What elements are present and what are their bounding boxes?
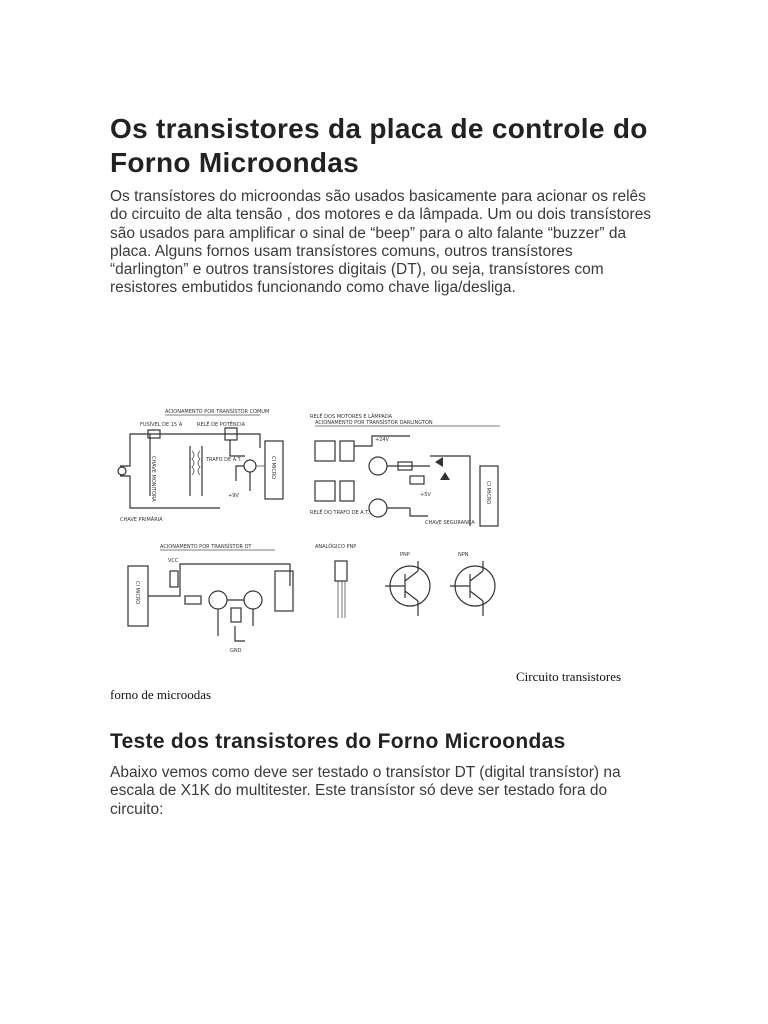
trafo-label: TRAFO DE A.T. [206, 457, 242, 463]
panel2-title: ACIONAMENTO POR TRANSÍSTOR DARLINGTON [315, 420, 433, 426]
chave-seguranca-label: CHAVE SEGURANÇA [425, 520, 475, 526]
article-header [110, 112, 655, 298]
rele-motor-label: RELÊ DOS MOTORES E LÂMPADA [310, 414, 393, 420]
ic-label-3: CI MICRO [134, 581, 140, 605]
vcc-label-3: +5V [420, 492, 431, 498]
pnp-label: PNP [400, 552, 410, 558]
vcc-label-2: +24V [375, 437, 389, 443]
circuit-figure [110, 396, 510, 656]
rele-potencia-label: RELÊ DE POTÊNCIA [197, 422, 246, 428]
rele-trafo-label: RELÊ DO TRAFO DE A.T. [310, 510, 370, 516]
section-title: Teste dos transistores do Forno Microondas [110, 730, 566, 753]
panel-dt-transistor [128, 543, 293, 654]
vcc-label-1: +9V [228, 493, 239, 499]
chave-primaria-label: CHAVE PRIMÁRIA [120, 517, 163, 523]
ic-label-1: CI MICRO [270, 456, 276, 480]
section-teste [110, 727, 655, 819]
intro-paragraph: Os transístores do microondas são usados basicamente para acionar os relês do circuito de alta tensão , dos motores e da lâmpada. Um ou dois transístores são usados para amplificar o sinal de “beep” para o alto falante “buzzer” da placa. Alguns fornos usam transístores comuns, outros transístores “darlington” e outros transístores digitais (DT), ou seja, transístores com resistores embutidos funcionando como chave liga/desliga. [110, 188, 652, 297]
panel-common-transistor [118, 408, 283, 523]
circuit-diagram [110, 396, 510, 656]
panel3-ground-label: GND [230, 648, 242, 654]
panel-darlington-transistor [310, 412, 500, 526]
npn-label: NPN [458, 552, 469, 558]
figure-caption: Circuito transistores forno de microodas [110, 669, 622, 702]
fusivel-label: FUSÍVEL DE 15 A [140, 422, 183, 428]
panel4-title: ANALÓGICO PNP [315, 544, 357, 550]
ic-label-2: CI MICRO [485, 481, 491, 505]
vcc-label-4: VCC [168, 558, 179, 564]
panel1-title: ACIONAMENTO POR TRANSÍSTOR COMUM [165, 409, 270, 415]
panel-pnp-npn [315, 543, 495, 618]
panel3-title: ACIONAMENTO POR TRANSÍSTOR DT [160, 544, 252, 550]
chave-monitora-label: CHAVE MONITORA [150, 456, 156, 502]
article-title: Os transistores da placa de controle do Forno Microondas [110, 113, 648, 178]
section-paragraph: Abaixo vemos como deve ser testado o transístor DT (digital transístor) na escala de X1K do multitester. Este transístor só deve ser testado fora do circuito: [110, 764, 621, 818]
